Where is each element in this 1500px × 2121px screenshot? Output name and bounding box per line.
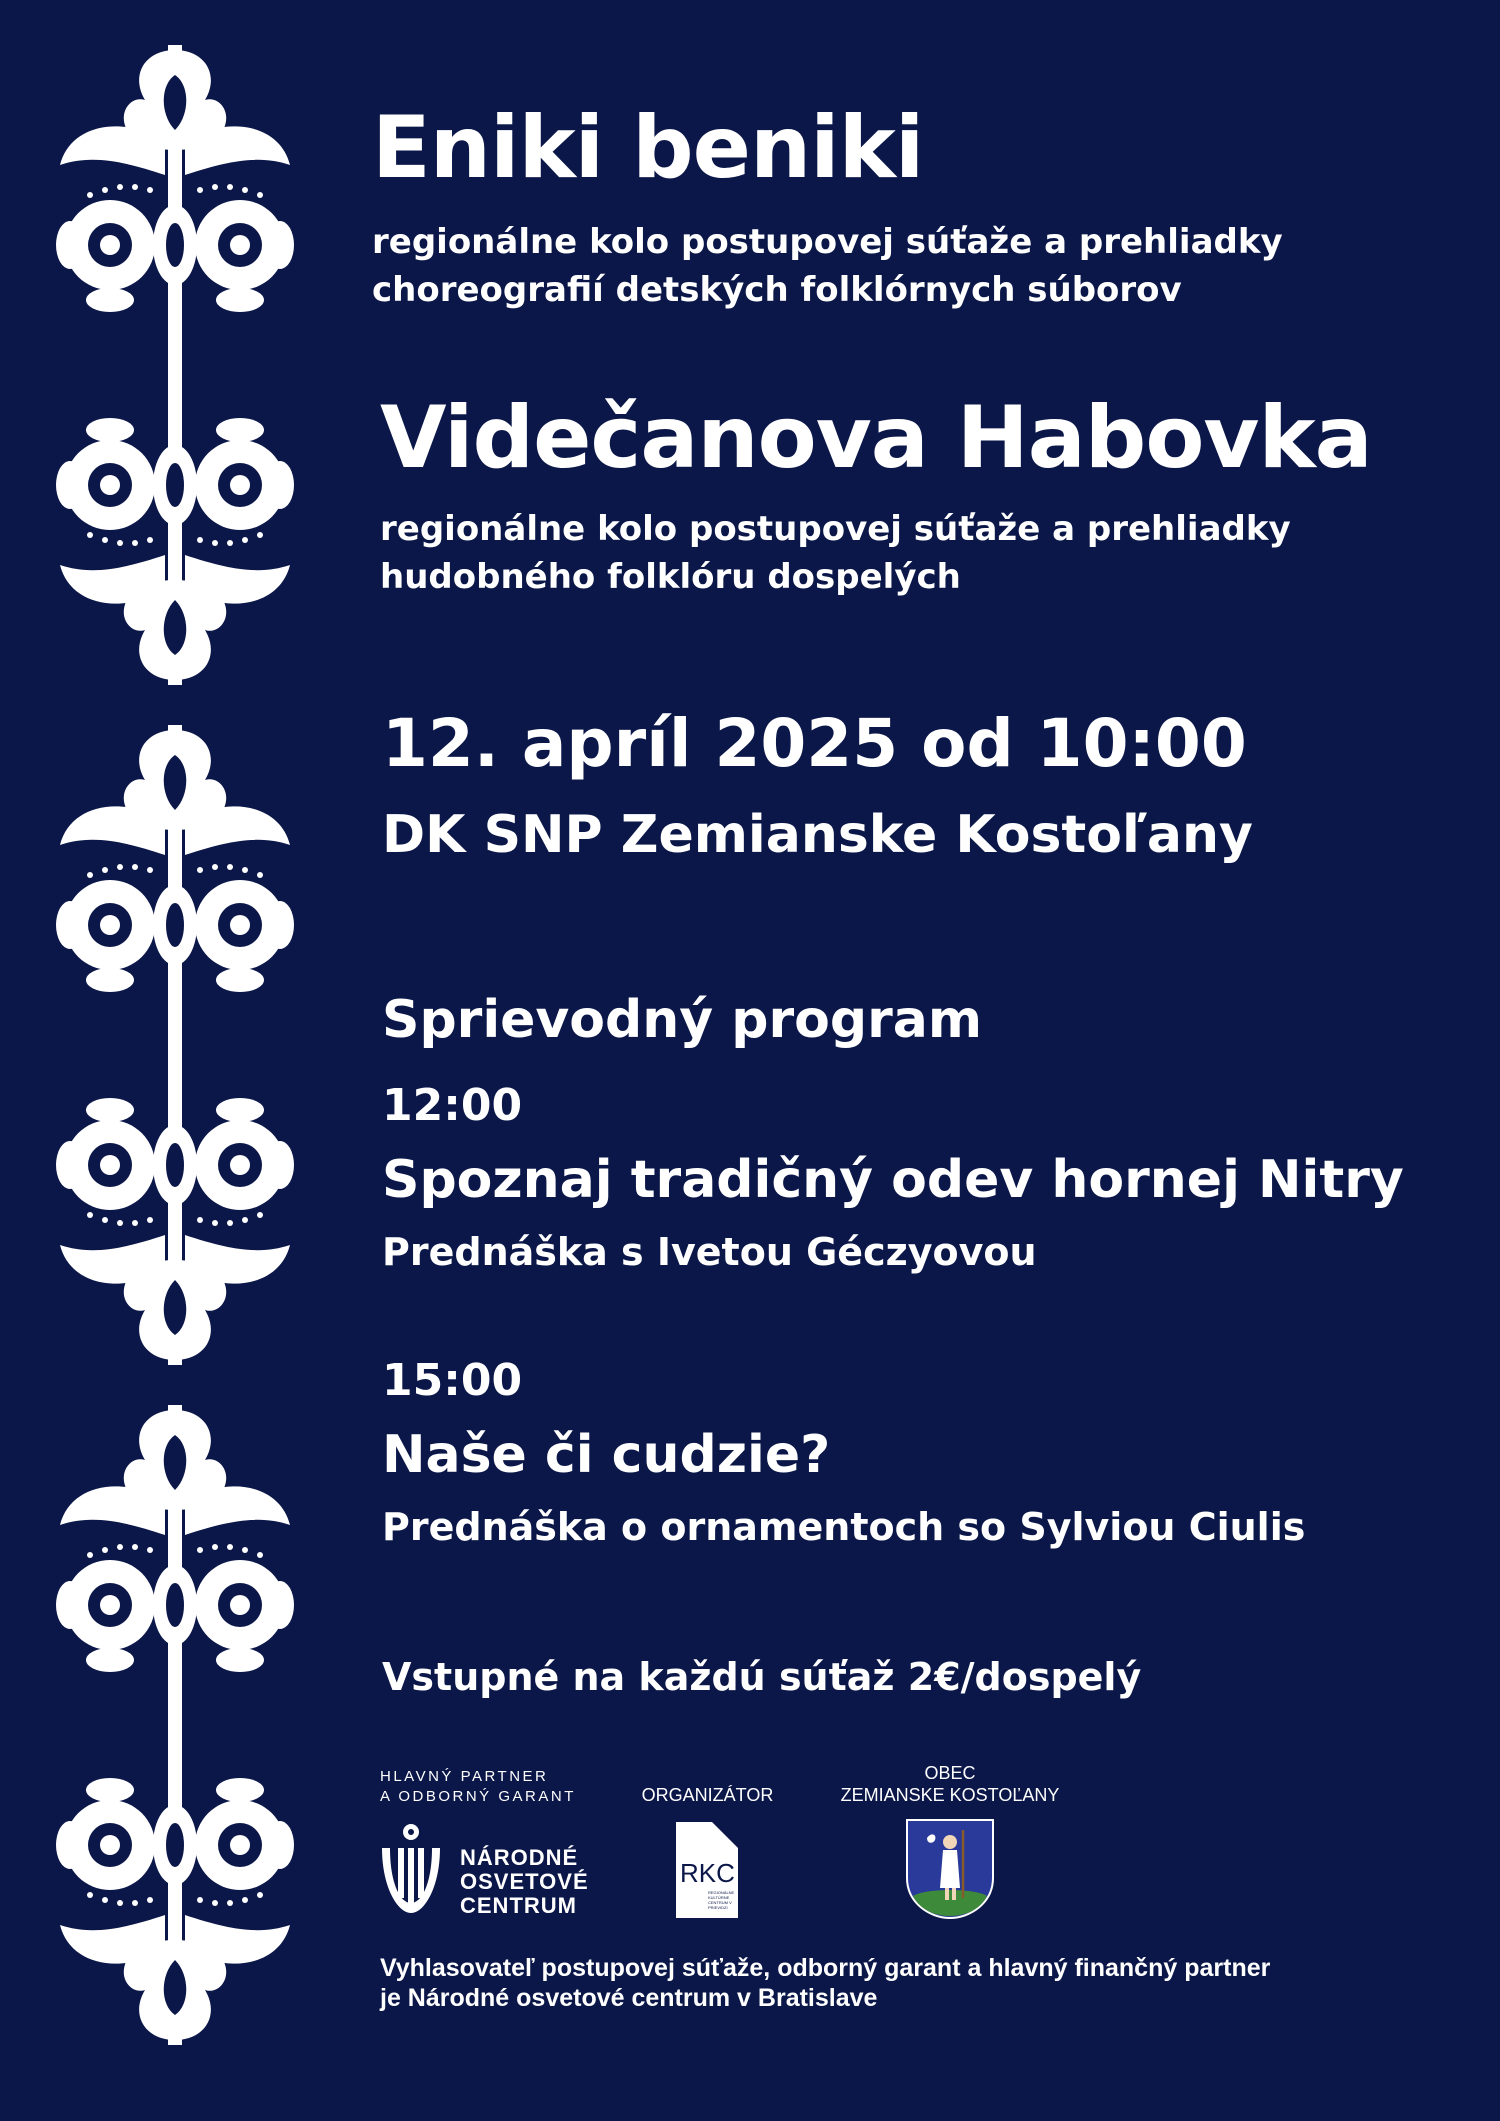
main-partner-label-line2: A ODBORNÝ GARANT — [380, 1788, 576, 1805]
municipality-label-line1: OBEC — [924, 1763, 976, 1783]
noc-logo-line2: OSVETOVÉ — [460, 1869, 589, 1894]
program-item-title: Naše či cudzie? — [382, 1425, 831, 1485]
program-item-time: 15:00 — [382, 1355, 523, 1406]
noc-logo-line1: NÁRODNÉ — [460, 1845, 579, 1870]
rkc-logo — [672, 1818, 742, 1920]
program-item-title: Spoznaj tradičný odev hornej Nitry — [382, 1150, 1404, 1210]
event1-subtitle-line2: choreografií detských folklórnych súborov — [372, 270, 1182, 310]
event2-subtitle-line2: hudobného folklóru dospelých — [380, 557, 961, 597]
program-heading: Sprievodný program — [382, 990, 983, 1050]
rkc-logo-small-text: REGIONÁLNE KULTÚRNE CENTRUM V PRIEVIDZI — [708, 1890, 735, 1910]
event-datetime: 12. apríl 2025 od 10:00 — [382, 705, 1247, 782]
municipality-crest — [905, 1818, 995, 1920]
folk-ornament-column — [50, 45, 300, 2085]
event1-subtitle-line1: regionálne kolo postupovej súťaže a prehliadky — [372, 222, 1283, 262]
municipality-label-line2: ZEMIANSKE KOSTOĽANY — [840, 1785, 1060, 1805]
program-item-time: 12:00 — [382, 1080, 523, 1131]
program-item-lecturer: Prednáška o ornamentoch so Sylviou Ciulis — [382, 1505, 1306, 1549]
coat-of-arms-icon — [905, 1818, 995, 1920]
program-item-lecturer: Prednáška s Ivetou Géczyovou — [382, 1230, 1037, 1274]
admission-fee: Vstupné na každú súťaž 2€/dospelý — [382, 1655, 1142, 1699]
rkc-logo-abbr: RKC — [680, 1858, 735, 1888]
noc-logo — [378, 1818, 589, 1918]
event2-title: Videčanova Habovka — [380, 388, 1372, 488]
noc-logo-line3: CENTRUM — [460, 1893, 577, 1918]
event1-title: Eniki beniki — [372, 98, 924, 198]
event-venue: DK SNP Zemianske Kostoľany — [382, 805, 1253, 865]
folk-flower-ornament-icon — [50, 45, 300, 2085]
event2-subtitle-line1: regionálne kolo postupovej súťaže a prehliadky — [380, 509, 1291, 549]
main-partner-label-line1: HLAVNÝ PARTNER — [380, 1768, 549, 1785]
footer-line2: je Národné osvetové centrum v Bratislave — [380, 1984, 878, 2012]
organizer-label: ORGANIZÁTOR — [641, 1785, 774, 1805]
noc-emblem-icon — [378, 1818, 444, 1918]
footer-line1: Vyhlasovateľ postupovej súťaže, odborný garant a hlavný finančný partner — [380, 1954, 1271, 1982]
